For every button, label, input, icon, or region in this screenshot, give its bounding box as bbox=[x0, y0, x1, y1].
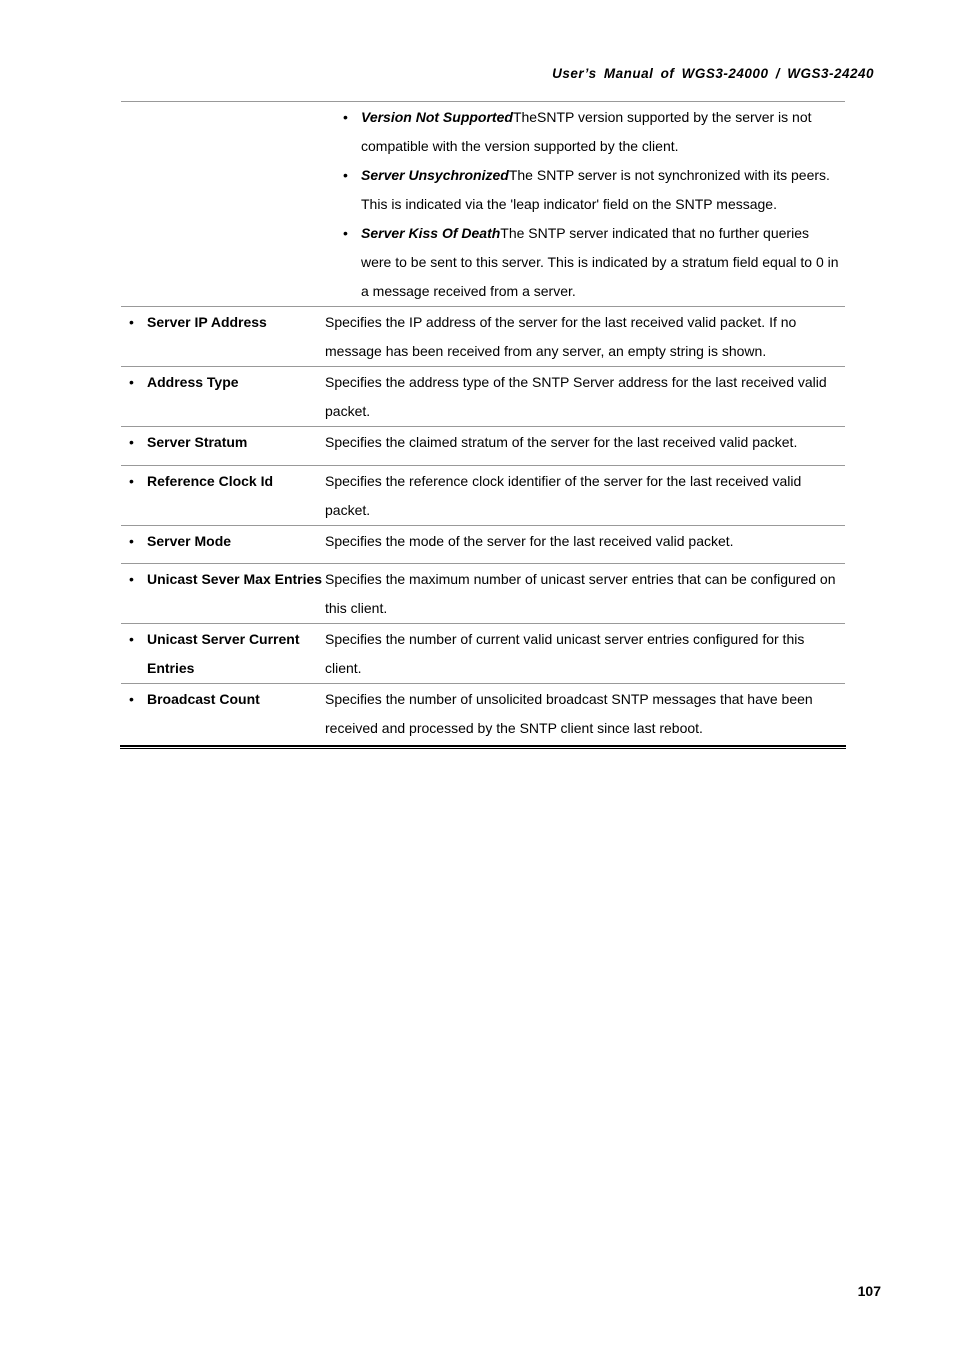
bullet-icon: • bbox=[129, 473, 134, 489]
list-item-term: Version Not Supported bbox=[361, 109, 513, 125]
bullet-icon: • bbox=[129, 571, 134, 587]
parameter-description: Specifies the claimed stratum of the server for the last received valid packet. bbox=[324, 427, 845, 466]
parameter-name: Reference Clock Id bbox=[147, 473, 274, 489]
list-item-text: TheSNTP version supported by the server is not compatible with the version supported by the client. bbox=[361, 109, 812, 154]
parameter-description: Specifies the reference clock identifier of the server for the last received valid packet. bbox=[324, 466, 845, 526]
table-row bbox=[121, 307, 845, 367]
bullet-icon: • bbox=[129, 533, 134, 549]
table-row bbox=[121, 427, 845, 466]
parameter-description: Specifies the address type of the SNTP Server address for the last received valid packet. bbox=[324, 367, 845, 427]
bullet-icon: • bbox=[129, 374, 134, 390]
list-item-text: The SNTP server is not synchronized with its peers. This is indicated via the 'leap indicator' field on the SNTP message. bbox=[361, 167, 830, 212]
parameter-description: Specifies the number of current valid unicast server entries configured for this client. bbox=[324, 624, 845, 684]
page-number: 107 bbox=[857, 1283, 881, 1299]
parameter-name: Server Stratum bbox=[147, 434, 248, 450]
bullet-icon: • bbox=[129, 314, 134, 330]
page-header: User’s Manual of WGS3-24000 / WGS3-24240 bbox=[552, 66, 874, 81]
table-row bbox=[121, 367, 845, 427]
list-item bbox=[343, 219, 839, 306]
list-item-term: Server Unsychronized bbox=[361, 167, 509, 183]
parameter-name: Server IP Address bbox=[147, 314, 267, 330]
parameter-table bbox=[121, 102, 845, 745]
parameter-description: Specifies the IP address of the server for the last received valid packet. If no message has been received from any server, an empty string is shown. bbox=[324, 307, 845, 367]
parameter-name: Server Mode bbox=[147, 533, 232, 549]
bullet-icon: • bbox=[129, 691, 134, 707]
table-bottom-rule bbox=[120, 745, 846, 749]
table-row bbox=[121, 624, 845, 684]
table-row bbox=[121, 684, 845, 746]
parameter-description: Specifies the mode of the server for the last received valid packet. bbox=[324, 526, 845, 564]
bullet-icon: • bbox=[129, 434, 134, 450]
status-list bbox=[325, 103, 839, 306]
bullet-icon: • bbox=[129, 631, 134, 647]
list-item-text: The SNTP server indicated that no further queries were to be sent to this server. This is indicated by a stratum field equal to 0 in a message received from a server. bbox=[361, 225, 839, 299]
list-item bbox=[343, 161, 839, 219]
list-item bbox=[343, 103, 839, 161]
table-row bbox=[121, 466, 845, 526]
bullet-icon: • bbox=[343, 109, 348, 125]
bullet-icon: • bbox=[343, 167, 348, 183]
bullet-icon: • bbox=[343, 225, 348, 241]
parameter-name: Address Type bbox=[147, 374, 239, 390]
continuation-row bbox=[121, 102, 845, 307]
parameter-description: Specifies the number of unsolicited broadcast SNTP messages that have been received and processed by the SNTP client since last reboot. bbox=[324, 684, 845, 746]
table-row bbox=[121, 526, 845, 564]
parameter-description: Specifies the maximum number of unicast server entries that can be configured on this client. bbox=[324, 564, 845, 624]
list-item-term: Server Kiss Of Death bbox=[361, 225, 501, 241]
parameter-name: Unicast Sever Max Entries bbox=[147, 571, 323, 587]
parameter-name: Broadcast Count bbox=[147, 691, 260, 707]
parameter-name: Unicast Server Current Entries bbox=[147, 631, 300, 676]
table-row bbox=[121, 564, 845, 624]
